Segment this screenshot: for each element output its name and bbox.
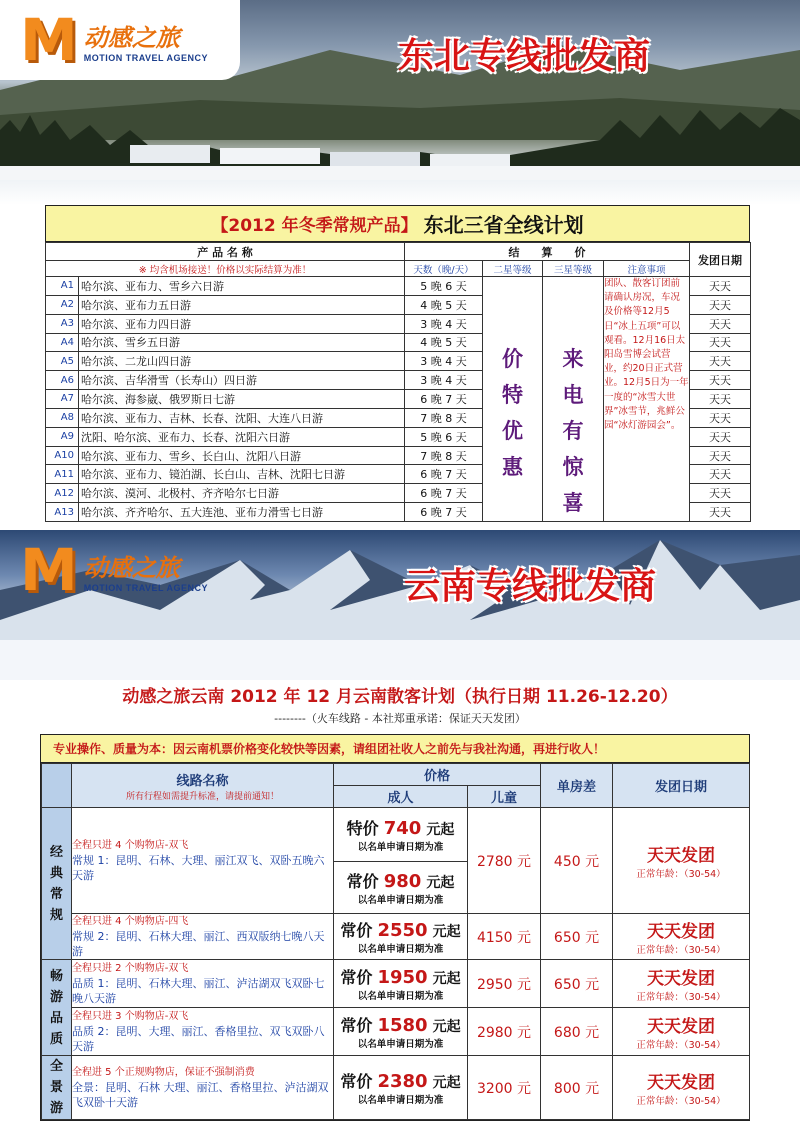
- route-code: A5: [46, 352, 79, 371]
- route-note: 所有行程如需提升标准，请提前通知！: [125, 791, 279, 802]
- adult-price: 常价 1950 元起 以名单申请日期为准: [334, 960, 468, 1008]
- northeast-product-table: [45, 205, 750, 522]
- single-room-supplement: 680 元: [541, 1008, 613, 1056]
- route-departure: 天天: [690, 390, 751, 409]
- table-row: [42, 914, 750, 960]
- route-name: 哈尔滨、二龙山四日游: [79, 352, 405, 371]
- adult-price-value: 2550: [377, 920, 428, 941]
- two-star-char: 特: [502, 383, 523, 407]
- route-cell: [72, 808, 334, 914]
- three-star-char: 电: [562, 383, 584, 407]
- route-name: 全景：昆明、石林 大理、丽江、香格里拉、泸沽湖双飞双卧十天游: [72, 1081, 329, 1109]
- single-room-supplement: 650 元: [541, 914, 613, 960]
- snow-village-illustration: [0, 100, 800, 180]
- route-departure: 天天: [690, 277, 751, 296]
- adult-price: 常价 2380 元起 以名单申请日期为准: [334, 1056, 468, 1120]
- route-days: 4 晚 5 天: [405, 333, 483, 352]
- shopping-note: 全程进 5 个正规购物店，保证不强制消费: [72, 1067, 255, 1078]
- yunnan-banner: [0, 530, 800, 680]
- adult-price-value: 2380: [377, 1071, 428, 1092]
- group-label: 经 典 常 规: [42, 808, 72, 960]
- departure-cell: [613, 914, 750, 960]
- route-name: 哈尔滨、亚布力四日游: [79, 314, 405, 333]
- route-name: 哈尔滨、海参崴、俄罗斯日七游: [79, 390, 405, 409]
- group-label: 畅 游 品 质: [42, 960, 72, 1056]
- price-note: 以名单申请日期为准: [357, 1095, 444, 1106]
- route-name: 哈尔滨、亚布力、吉林、长春、沈阳、大连八日游: [79, 408, 405, 427]
- route-departure: 天天: [690, 465, 751, 484]
- route-days: 3 晚 4 天: [405, 314, 483, 333]
- col-child: 儿童: [468, 786, 541, 808]
- adult-price: 常价 980 元起 以名单申请日期为准: [334, 862, 468, 914]
- route-days: 7 晚 8 天: [405, 446, 483, 465]
- single-room-supplement: 800 元: [541, 1056, 613, 1120]
- route-days: 5 晚 6 天: [405, 427, 483, 446]
- child-price: 4150 元: [468, 914, 541, 960]
- col-days: 天数（晚/天）: [405, 261, 483, 277]
- price-note: 以名单申请日期为准: [357, 944, 444, 955]
- route-table: [41, 763, 750, 1120]
- three-star-char: 有: [562, 419, 584, 443]
- route-days: 6 晚 7 天: [405, 503, 483, 522]
- departure-daily: 天天发团: [647, 1017, 716, 1037]
- route-name: 哈尔滨、亚布力、雪乡、长白山、沈阳八日游: [79, 446, 405, 465]
- logo-chinese-name: 动感之旅: [83, 553, 180, 582]
- route-name: 品质 2：昆明、大理、丽江、香格里拉、双飞双卧八天游: [72, 1025, 325, 1053]
- route-name: 常规 2：昆明、石林大理、丽江、西双版纳七晚八天游: [72, 930, 325, 958]
- age-note: 正常年龄：（30-54）: [636, 945, 726, 956]
- table-header-bar: [45, 205, 750, 242]
- col-three-star: 三星等级: [543, 261, 604, 277]
- route-name: 哈尔滨、雪乡五日游: [79, 333, 405, 352]
- table-row: [46, 277, 751, 296]
- two-star-char: 价: [502, 347, 523, 371]
- price-note: 以名单申请日期为准: [357, 991, 444, 1002]
- route-days: 7 晚 8 天: [405, 408, 483, 427]
- col-product-name: 产 品 名 称: [46, 243, 405, 261]
- route-name: 哈尔滨、吉华滑雪（长寿山）四日游: [79, 371, 405, 390]
- adult-price-value: 740: [383, 818, 422, 839]
- three-star-char: 来: [562, 347, 584, 371]
- route-name: 哈尔滨、漠河、北极村、齐齐哈尔七日游: [79, 484, 405, 503]
- table-row: [42, 808, 750, 862]
- single-room-supplement: 450 元: [541, 808, 613, 914]
- child-price: 2780 元: [468, 808, 541, 914]
- route-name: 哈尔滨、齐齐哈尔、五大连池、亚布力滑雪七日游: [79, 503, 405, 522]
- route-code: A3: [46, 314, 79, 333]
- route-cell: [72, 960, 334, 1008]
- col-two-star: 二星等级: [483, 261, 543, 277]
- route-code: A7: [46, 390, 79, 409]
- product-table: [45, 242, 751, 522]
- col-settlement-price: 结 算 价: [405, 243, 690, 261]
- table-title: 东北三省全线计划: [423, 213, 584, 237]
- product-note: ※ 均含机场接送！价格以实际结算为准！: [46, 261, 405, 277]
- table-row: [42, 1008, 750, 1056]
- route-code: A1: [46, 277, 79, 296]
- table-row: [42, 1056, 750, 1120]
- yunnan-plan-subtitle: --------（火车线路 - 本社郑重承诺：保证天天发团）: [274, 712, 526, 725]
- table-row: [42, 960, 750, 1008]
- departure-daily: 天天发团: [647, 846, 716, 866]
- departure-cell: [613, 808, 750, 914]
- age-note: 正常年龄：（30-54）: [636, 992, 726, 1003]
- route-code: A10: [46, 446, 79, 465]
- route-departure: 天天: [690, 427, 751, 446]
- route-code: A9: [46, 427, 79, 446]
- logo-m-icon: M: [20, 536, 78, 604]
- two-star-char: 惠: [502, 455, 523, 479]
- shopping-note: 全程只进 2 个购物店-双飞: [72, 963, 189, 974]
- route-departure: 天天: [690, 446, 751, 465]
- northeast-banner: [0, 0, 800, 205]
- child-price: 2950 元: [468, 960, 541, 1008]
- route-days: 6 晚 7 天: [405, 484, 483, 503]
- shopping-note: 全程只进 4 个购物店-四飞: [72, 916, 189, 927]
- adult-price-value: 1580: [377, 1015, 428, 1036]
- route-days: 4 晚 5 天: [405, 295, 483, 314]
- route-code: A4: [46, 333, 79, 352]
- price-note: 以名单申请日期为准: [357, 842, 444, 853]
- shopping-note: 全程只进 4 个购物店-双飞: [72, 840, 189, 851]
- route-name: 哈尔滨、亚布力五日游: [79, 295, 405, 314]
- route-departure: 天天: [690, 371, 751, 390]
- route-code: A2: [46, 295, 79, 314]
- route-name: 品质 1：昆明、石林大理、丽江、泸沽湖双飞双卧七晚八天游: [72, 977, 325, 1005]
- col-departure: 发团日期: [613, 764, 750, 808]
- season-label: 【2012 年冬季常规产品】: [211, 216, 418, 236]
- logo-chinese-name: 动感之旅: [83, 23, 180, 52]
- route-days: 3 晚 4 天: [405, 352, 483, 371]
- departure-daily: 天天发团: [647, 969, 716, 989]
- price-note: 以名单申请日期为准: [357, 1039, 444, 1050]
- departure-cell: [613, 1008, 750, 1056]
- col-notes: 注意事项: [604, 261, 690, 277]
- group-label: 全 景 游: [42, 1056, 72, 1120]
- age-note: 正常年龄：（30-54）: [636, 1096, 726, 1107]
- departure-cell: [613, 1056, 750, 1120]
- route-cell: [72, 914, 334, 960]
- route-departure: 天天: [690, 408, 751, 427]
- three-star-char: 喜: [562, 491, 584, 515]
- departure-daily: 天天发团: [647, 922, 716, 942]
- route-days: 6 晚 7 天: [405, 390, 483, 409]
- route-name: 哈尔滨、亚布力、雪乡六日游: [79, 277, 405, 296]
- departure-daily: 天天发团: [647, 1073, 716, 1093]
- col-adult: 成人: [334, 786, 468, 808]
- adult-price-value: 980: [383, 871, 422, 892]
- logo-m-icon: M: [20, 6, 78, 74]
- age-note: 正常年龄：（30-54）: [636, 1040, 726, 1051]
- route-code: A8: [46, 408, 79, 427]
- route-departure: 天天: [690, 314, 751, 333]
- logo-english-name: MOTION TRAVEL AGENCY: [83, 582, 209, 593]
- two-star-char: 优: [502, 419, 523, 443]
- route-name: 常规 1：昆明、石林、大理、丽江双飞、双卧五晚六天游: [72, 854, 325, 882]
- route-code: A13: [46, 503, 79, 522]
- logo-english-name: MOTION TRAVEL AGENCY: [83, 52, 209, 63]
- banner-title: 东北专线批发商: [398, 36, 651, 77]
- age-note: 正常年龄：（30-54）: [636, 869, 726, 880]
- single-room-supplement: 650 元: [541, 960, 613, 1008]
- child-price: 3200 元: [468, 1056, 541, 1120]
- three-star-char: 惊: [562, 455, 584, 479]
- route-days: 3 晚 4 天: [405, 371, 483, 390]
- route-departure: 天天: [690, 503, 751, 522]
- company-logo: [0, 0, 240, 80]
- three-star-price: [543, 277, 604, 522]
- notice-bar: 专业操作、质量为本：因云南机票价格变化较快等因素，请组团社收人之前先与我社沟通，再进行收人！: [41, 735, 749, 763]
- adult-price: 特价 740 元起 以名单申请日期为准: [334, 808, 468, 862]
- route-departure: 天天: [690, 352, 751, 371]
- col-single-room: 单房差: [541, 764, 613, 808]
- price-note: 以名单申请日期为准: [357, 895, 444, 906]
- route-cell: [72, 1008, 334, 1056]
- col-price: 价格: [334, 764, 541, 786]
- company-logo-2: [0, 530, 240, 610]
- adult-price: 常价 1580 元起 以名单申请日期为准: [334, 1008, 468, 1056]
- adult-price: 常价 2550 元起 以名单申请日期为准: [334, 914, 468, 960]
- route-days: 6 晚 7 天: [405, 465, 483, 484]
- route-name: 沈阳、哈尔滨、亚布力、长春、沈阳六日游: [79, 427, 405, 446]
- route-name: 哈尔滨、亚布力、镜泊湖、长白山、吉林、沈阳七日游: [79, 465, 405, 484]
- route-cell: [72, 1056, 334, 1120]
- adult-price-value: 1950: [377, 967, 428, 988]
- col-route-name: 线路名称 所有行程如需提升标准，请提前通知！: [72, 764, 334, 808]
- route-code: A12: [46, 484, 79, 503]
- col-departure-date: 发团日期: [690, 243, 751, 277]
- route-departure: 天天: [690, 295, 751, 314]
- yunnan-price-table: [40, 734, 750, 1121]
- child-price: 2980 元: [468, 1008, 541, 1056]
- route-days: 5 晚 6 天: [405, 277, 483, 296]
- shopping-note: 全程只进 3 个购物店-双飞: [72, 1011, 189, 1022]
- departure-cell: [613, 960, 750, 1008]
- route-departure: 天天: [690, 484, 751, 503]
- two-star-price: [483, 277, 543, 522]
- route-code: A11: [46, 465, 79, 484]
- notes-text: 团队、散客订团前请确认房况，车况及价格等12月5日“冰上五项”可以观看。12月16日太阳岛雪博会试营业，约20日正式营业。12月5日为一年一度的“冰雪大世界”冰雪节，兆鲜公园“冰灯游园会”。: [604, 277, 690, 522]
- banner-title-2: 云南专线批发商: [404, 566, 657, 607]
- route-code: A6: [46, 371, 79, 390]
- route-departure: 天天: [690, 333, 751, 352]
- yunnan-plan-title: 动感之旅云南 2012 年 12 月云南散客计划（执行日期 11.26-12.20）: [122, 687, 678, 707]
- group-header-blank: [42, 764, 72, 808]
